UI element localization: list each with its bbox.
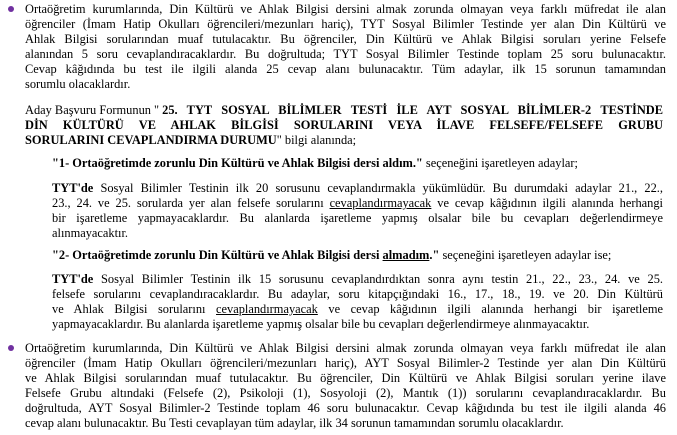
option1-quote: "1- Ortaöğretimde zorunlu Din Kültürü ve Ahlak Bilgisi dersi aldım." [52, 156, 423, 170]
text-line: bir işaretleme yapmayacaklardır. Bu alanlarda işaretleme yapmış olsalar bile bu cevapları değerlendirmeye [52, 211, 663, 225]
text-line: doğrultuda, AYT Sosyal Bilimler-2 Testinde toplam 46 soru bulunacaktır. Cevap kâğıdında bu test ile ilgili alanda 46 [25, 401, 666, 415]
text-line: alınmayacaktır. [52, 226, 129, 240]
text-line: 23., 24. ve 25. sorularda yer alan felsefe sorularını cevaplandırmayacak ve cevap kâğıdının ilgili alanında herhangi [52, 196, 663, 210]
text-line: felsefe sorularını cevaplandıracaklardır. Bu adaylar, soru kitapçığındaki 16., 17., 18., 19. ve 20. Din Kültürü [52, 287, 663, 301]
text-line [25, 103, 663, 118]
form-intro-heading-line2: DİN KÜLTÜRÜ VE AHLAK BİLGİSİ SORULARINI VEYA İLAVE FELSEFE/FELSEFE GRUBU [25, 118, 663, 132]
bullet-paragraph-text [25, 2, 666, 92]
option2-tail: seçeneğini işaretleyen adaylar ise; [439, 248, 612, 262]
text-line: ve Ahlak Bilgisi sorularını cevaplandırmayacak ve cevap kâğıdının ilgili alanında herhangi bir işaretleme [52, 302, 663, 316]
underlined-term: cevaplandırmayacak [216, 302, 318, 316]
text-line: Cevap kâğıdında bu test ile ilgili alanda 25 cevap alanı bulunacaktır. Tüm adaylar, ilk 15 sorunun tamamından [25, 62, 666, 76]
text-line: öğrenciler (İmam Hatip Okulları öğrencileri/mezunları hariç), TYT Sosyal Bilimler Testinde yer alan Din Kültürü ve [25, 17, 666, 31]
bullet-paragraph-ayt [8, 341, 666, 431]
bullet-dot-icon [8, 6, 14, 12]
bullet-dot-icon [8, 345, 14, 351]
text-line: Ahlak Bilgisi sorularından muaf tutulacaktır. Bu öğrenciler, Din Kültürü ve Ahlak Bilgisi soruları yerine Felsefe [25, 32, 666, 46]
option2-quote: "2- Ortaöğretimde zorunlu Din Kültürü ve Ahlak Bilgisi dersi almadım." [52, 248, 440, 262]
form-intro-heading-line3: SORULARINI CEVAPLANDIRMA DURUMU [25, 133, 277, 147]
text-line: sorumlu olacaklardır. [25, 77, 131, 91]
tyt-label: TYT'de [52, 272, 94, 286]
text-line [25, 133, 663, 148]
text-line: alanından 5 soru cevaplandıracaklardır. Bu doğrultuda; TYT Sosyal Bilimler Testinde toplam 25 soru bulunacaktır. [25, 47, 666, 61]
tyt-label: TYT'de [52, 181, 94, 195]
text-line: TYT'de Sosyal Bilimler Testinin ilk 15 sorusunu cevaplandırdıktan sonra aynı testin 21., 22., 23., 24. ve 25. [52, 272, 663, 286]
text-line: Ortaöğretim kurumlarında, Din Kültürü ve Ahlak Bilgisi dersini almak zorunda olmayan veya farklı müfredat ile alan [25, 341, 666, 355]
option1-heading [52, 156, 663, 171]
text-line: yapmayacaklardır. Bu alanlarda işaretleme yapmış olsalar bile bu cevapları değerlendirmeye alınmayacaktır. [52, 317, 590, 331]
text-line: ve Ahlak Bilgisi sorularından muaf tutulacaktır. Bu öğrenciler, Din Kültürü ve Ahlak Bilgisi soruları yerine ilave [25, 371, 666, 385]
bullet-paragraph-text [25, 341, 666, 431]
underlined-term: cevaplandırmayacak [329, 196, 432, 210]
option2-heading [52, 248, 663, 263]
text-line: öğrenciler (İmam Hatip Okulları öğrencileri/mezunları hariç), AYT Sosyal Bilimler-2 Testinde yer alan Din Kültürü [25, 356, 666, 370]
form-intro-paragraph [25, 103, 663, 148]
text-line: Ortaöğretim kurumlarında, Din Kültürü ve Ahlak Bilgisi dersini almak zorunda olmayan veya farklı müfredat ile alan [25, 2, 666, 16]
option1-body [52, 181, 663, 241]
form-intro-prefix: Aday Başvuru Formunun " [25, 103, 160, 117]
bullet-paragraph-tyt [8, 2, 666, 92]
option1-tail: seçeneğini işaretleyen adaylar; [422, 156, 578, 170]
form-intro-heading-line1: 25. TYT SOSYAL BİLİMLER TESTİ İLE AYT SOSYAL BİLİMLER-2 TESTİNDE [162, 103, 663, 117]
form-intro-suffix: " bilgi alanında; [276, 133, 357, 147]
text-line: TYT'de Sosyal Bilimler Testinin ilk 20 sorusunu cevaplandırmakla yükümlüdür. Bu durumdaki adaylar 21., 22., [52, 181, 663, 195]
text-line: cevap alanı bulunacaktır. Bu Testi cevaplayan tüm adaylar, ilk 34 sorunun tamamından sorumlu olacaklardır. [25, 416, 564, 430]
text-line: Felsefe Grubu altındaki (Felsefe (2), Psikoloji (1), Sosyoloji (2), Mantık (1)) sorularını cevaplandıracaklardır. Bu [25, 386, 666, 400]
option2-body [52, 272, 663, 332]
